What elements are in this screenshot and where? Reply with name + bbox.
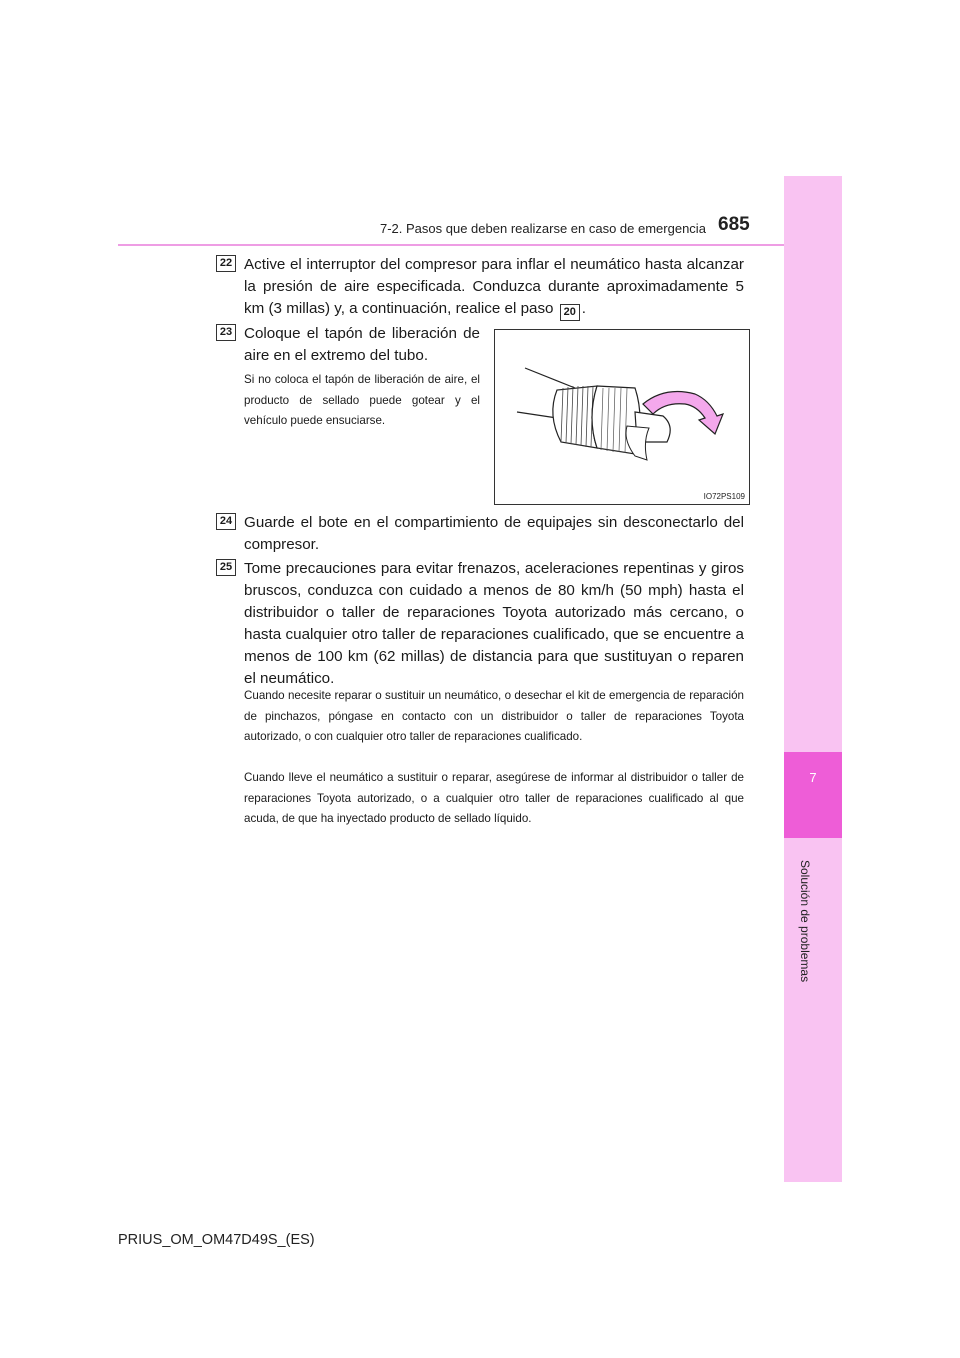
step-22-text-main: Active el interruptor del compresor para inflar el neumático hasta alcanzar la presión de aire especificada. Conduzca durante aproximadamente 5 km (3 millas) y, a continuación, realice el paso: [244, 256, 744, 317]
tube-cap-illustration: [495, 330, 749, 504]
step-25-note-1: Cuando necesite reparar o sustituir un neumático, o desechar el kit de emergencia de reparación de pinchazos, póngase en contacto con un distribuidor o taller de reparaciones Toyota autorizado, o con cualquier otro taller de reparaciones cualificado.: [244, 689, 744, 743]
air-release-cap-figure: [494, 329, 750, 505]
step-25-note-2: Cuando lleve el neumático a sustituir o reparar, asegúrese de informar al distribuidor o taller de reparaciones Toyota autorizado, o a cualquier otro taller de reparaciones cualificado al que acuda, de que ha inyectado producto de sellado líquido.: [244, 771, 744, 825]
page-number: 685: [718, 214, 750, 235]
step-badge-24: 24: [216, 513, 236, 530]
step-badge-23: 23: [216, 324, 236, 341]
header-rule: [118, 244, 784, 246]
step-22-text: [244, 254, 744, 321]
step-ref-badge-20: 20: [560, 304, 580, 321]
document-code: PRIUS_OM_OM47D49S_(ES): [118, 1232, 315, 1248]
chapter-title: Solución de problemas: [798, 860, 812, 983]
step-badge-25: 25: [216, 559, 236, 576]
section-title: 7-2. Pasos que deben realizarse en caso de emergencia: [380, 221, 706, 236]
chapter-side-tab-highlight: [784, 752, 842, 838]
figure-code: IO72PS109: [703, 492, 745, 501]
step-23-note: Si no coloca el tapón de liberación de aire, el producto de sellado puede gotear y el vehículo puede ensuciarse.: [244, 373, 480, 427]
step-badge-22: 22: [216, 255, 236, 272]
step-23-text: Coloque el tapón de liberación de aire en el extremo del tubo.: [244, 325, 480, 364]
step-22-text-end: .: [581, 300, 586, 317]
chapter-side-tab: [784, 176, 842, 1182]
step-24-text: Guarde el bote en el compartimiento de equipajes sin desconectarlo del compresor.: [244, 514, 744, 553]
step-25-text: Tome precauciones para evitar frenazos, aceleraciones repentinas y giros bruscos, conduzca con cuidado a menos de 80 km/h (50 mph) hasta el distribuidor o taller de reparaciones Toyota autorizado más cercano, o hasta cualquier otro taller de reparaciones cualificado, que se encuentre a menos de 100 km (62 millas) de distancia para que sustituyan o reparen el neumático.: [244, 560, 744, 687]
chapter-number: 7: [809, 770, 817, 785]
